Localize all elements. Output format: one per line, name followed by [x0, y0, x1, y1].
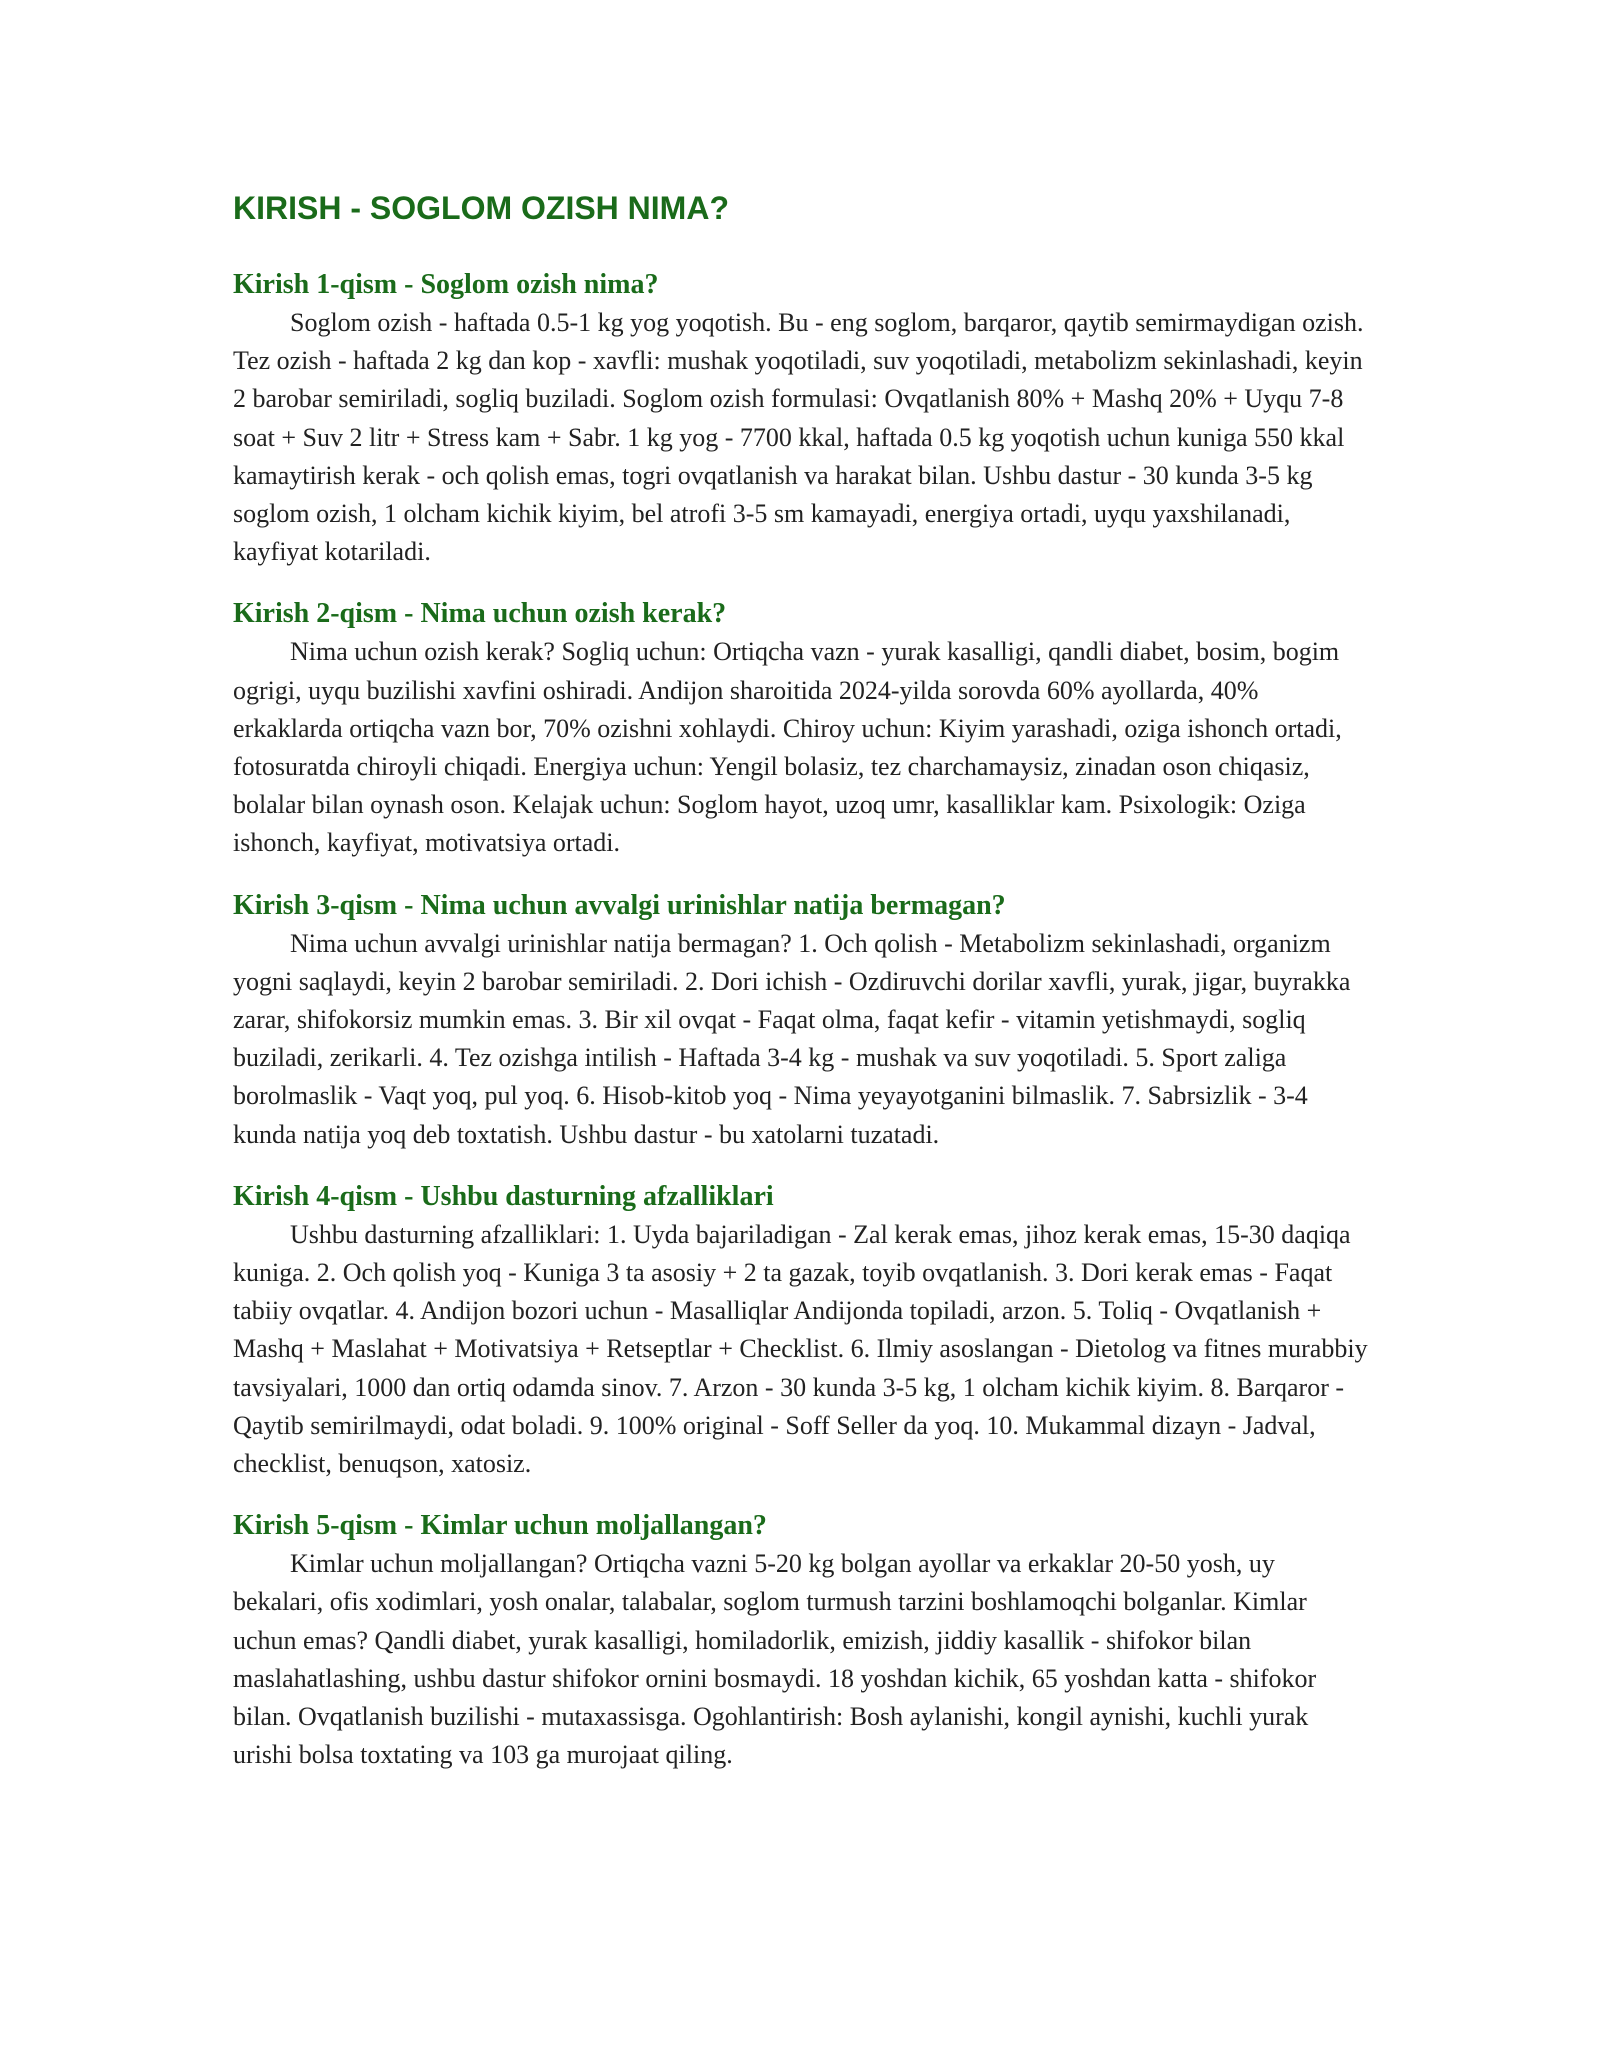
- section-3: [233, 887, 1368, 1154]
- section-paragraph: Ushbu dasturning afzalliklari: 1. Uyda bajariladigan - Zal kerak emas, jihoz kerak emas, 15-30 daqiqa kuniga. 2. Och qolish yoq - Kuniga 3 ta asosiy + 2 ta gazak, toyib ovqatlanish. 3. Dori kerak emas - Faqat tabiiy ovqatlar. 4. Andijon bozori uchun - Masalliqlar Andijonda topiladi, arzon. 5. Toliq - Ovqatlanish + Mashq + Maslahat + Motivatsiya + Retseptlar + Checklist. 6. Ilmiy asoslangan - Dietolog va fitnes murabbiy tavsiyalari, 1000 dan ortiq odamda sinov. 7. Arzon - 30 kunda 3-5 kg, 1 olcham kichik kiyim. 8. Barqaror - Qaytib semirilmaydi, odat boladi. 9. 100% original - Soff Seller da yoq. 10. Mukammal dizayn - Jadval, checklist, benuqson, xatosiz.: [233, 1219, 1368, 1479]
- section-paragraph: Kimlar uchun moljallangan? Ortiqcha vazni 5-20 kg bolgan ayollar va erkaklar 20-50 yosh, uy bekalari, ofis xodimlari, yosh onalar, talabalar, soglom turmush tarzini boshlamoqchi bolganlar. Kimlar uchun emas? Qandli diabet, yurak kasalligi, homiladorlik, emizish, jiddiy kasallik - shifokor bilan maslahatlashing, ushbu dastur shifokor ornini bosmaydi. 18 yoshdan kichik, 65 yoshdan katta - shifokor bilan. Ovqatlanish buzilishi - mutaxassisga. Ogohlantirish: Bosh aylanishi, kongil aynishi, kuchli yurak urishi bolsa toxtating va 103 ga murojaat qiling.: [233, 1549, 1317, 1770]
- section-paragraph: Nima uchun ozish kerak? Sogliq uchun: Ortiqcha vazn - yurak kasalligi, qandli diabet, bosim, bogim ogrigi, uyqu buzilishi xavfini oshiradi. Andijon sharoitida 2024-yilda sorovda 60% ayollarda, 40% erkaklarda ortiqcha vazn bor, 70% ozishni xohlaydi. Chiroy uchun: Kiyim yarashadi, oziga ishonch ortadi, fotosuratda chiroyli chiqadi. Energiya uchun: Yengil bolasiz, tez charchamaysiz, zinadan oson chiqasiz, bolalar bilan oynash oson. Kelajak uchun: Soglom hayot, uzoq umr, kasalliklar kam. Psixologik: Oziga ishonch, kayfiyat, motivatsiya ortadi.: [233, 637, 1342, 858]
- section-heading: Kirish 1-qism - Soglom ozish nima?: [233, 269, 659, 300]
- section-5: [233, 1507, 1368, 1774]
- section-1: [233, 266, 1368, 571]
- section-paragraph: Soglom ozish - haftada 0.5-1 kg yog yoqotish. Bu - eng soglom, barqaror, qaytib semirmaydigan ozish. Tez ozish - haftada 2 kg dan kop - xavfli: mushak yoqotiladi, suv yoqotiladi, metabolizm sekinlashadi, keyin 2 barobar semiriladi, sogliq buziladi. Soglom ozish formulasi: Ovqatlanish 80% + Mashq 20% + Uyqu 7-8 soat + Suv 2 litr + Stress kam + Sabr. 1 kg yog - 7700 kkal, haftada 0.5 kg yoqotish uchun kuniga 550 kkal kamaytirish kerak - och qolish emas, togri ovqatlanish va harakat bilan. Ushbu dastur - 30 kunda 3-5 kg soglom ozish, 1 olcham kichik kiyim, bel atrofi 3-5 sm kamayadi, energiya ortadi, uyqu yaxshilanadi, kayfiyat kotariladi.: [233, 308, 1364, 567]
- section-heading: Kirish 2-qism - Nima uchun ozish kerak?: [233, 598, 727, 630]
- section-paragraph: Nima uchun avvalgi urinishlar natija bermagan? 1. Och qolish - Metabolizm sekinlashadi, organizm yogni saqlaydi, keyin 2 barobar semiriladi. 2. Dori ichish - Ozdiruvchi dorilar xavfli, yurak, jigar, buyrakka zarar, shifokorsiz mumkin emas. 3. Bir xil ovqat - Faqat olma, faqat kefir - vitamin yetishmaydi, sogliq buziladi, zerikarli. 4. Tez ozishga intilish - Haftada 3-4 kg - mushak va suv yoqotiladi. 5. Sport zaliga borolmaslik - Vaqt yoq, pul yoq. 6. Hisob-kitob yoq - Nima yeyayotganini bilmaslik. 7. Sabrsizlik - 3-4 kunda natija yoq deb toxtatish. Ushbu dastur - bu xatolarni tuzatadi.: [233, 928, 1351, 1149]
- section-heading: Kirish 3-qism - Nima uchun avvalgi urinishlar natija bermagan?: [233, 889, 1006, 921]
- section-heading: Kirish 4-qism - Ushbu dasturning afzalliklari: [233, 1180, 774, 1212]
- document-title: KIRISH - SOGLOM OZISH NIMA?: [233, 190, 729, 226]
- section-heading: Kirish 5-qism - Kimlar uchun moljallangan?: [233, 1510, 767, 1542]
- section-4: [233, 1178, 1368, 1483]
- section-2: [233, 595, 1368, 862]
- document-page: [233, 188, 1368, 1799]
